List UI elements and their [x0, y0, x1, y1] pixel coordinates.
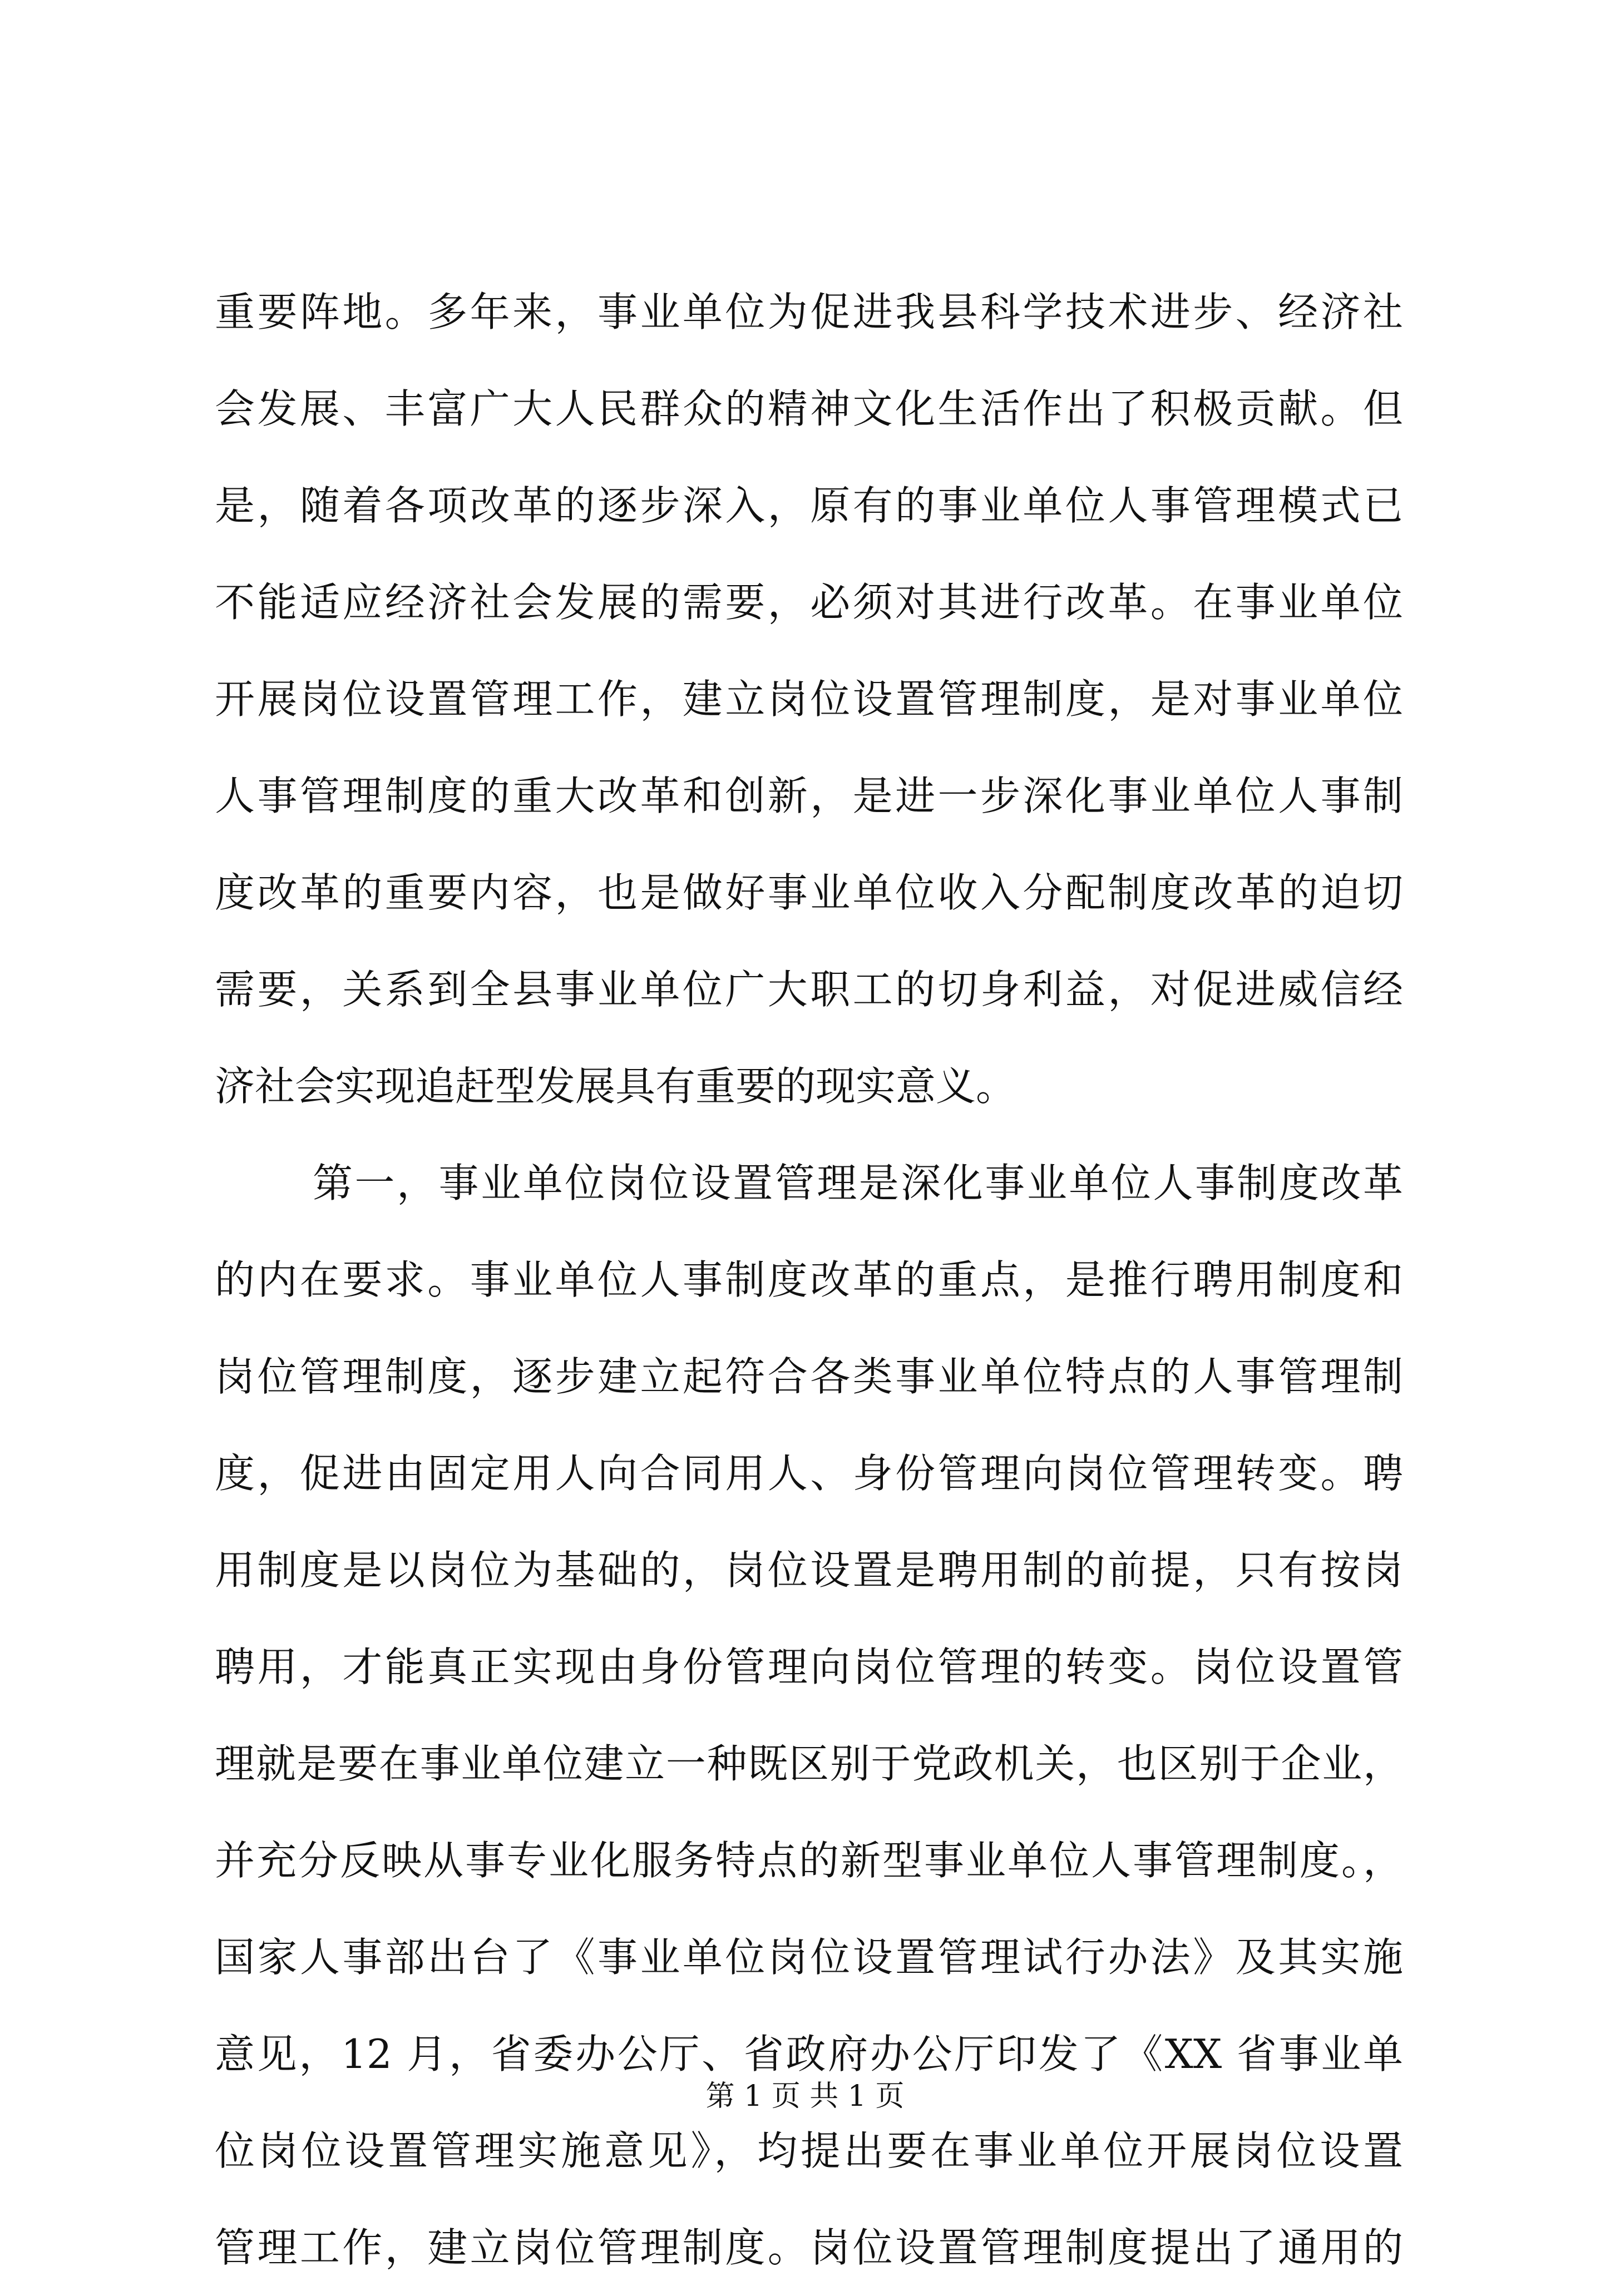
paragraph-line: 位岗位设置管理实施意见》，均提出要在事业单位开展岗位设置: [215, 2127, 1403, 2174]
paragraph-line: 的内在要求。事业单位人事制度改革的重点，是推行聘用制度和: [215, 1256, 1403, 1303]
paragraph-line: 不能适应经济社会发展的需要，必须对其进行改革。在事业单位: [215, 579, 1403, 626]
paragraph-line: 第一，事业单位岗位设置管理是深化事业单位人事制度改革: [313, 1160, 1403, 1206]
paragraph-line: 是，随着各项改革的逐步深入，原有的事业单位人事管理模式已: [215, 482, 1403, 529]
document-body: [215, 264, 1403, 2296]
paragraph-line: 人事管理制度的重大改革和创新，是进一步深化事业单位人事制: [215, 773, 1403, 819]
paragraph-line: 开展岗位设置管理工作，建立岗位设置管理制度，是对事业单位: [215, 676, 1403, 723]
paragraph-line: 管理工作，建立岗位管理制度。岗位设置管理制度提出了通用的: [215, 2224, 1403, 2271]
paragraph-1: [215, 264, 1403, 1135]
paragraph-line: 用制度是以岗位为基础的，岗位设置是聘用制的前提，只有按岗: [215, 1547, 1403, 1594]
paragraph-line: 会发展、丰富广大人民群众的精神文化生活作出了积极贡献。但: [215, 385, 1403, 432]
paragraph-line: 理就是要在事业单位建立一种既区别于党政机关，也区别于企业，: [215, 1740, 1403, 1787]
paragraph-2: [215, 1135, 1403, 2296]
paragraph-line: 度改革的重要内容，也是做好事业单位收入分配制度改革的迫切: [215, 869, 1403, 916]
paragraph-line: 聘用，才能真正实现由身份管理向岗位管理的转变。岗位设置管: [215, 1644, 1403, 1690]
paragraph-line: 重要阵地。多年来，事业单位为促进我县科学技术进步、经济社: [215, 289, 1403, 335]
page-number: 第 1 页 共 1 页: [705, 2080, 905, 2113]
page-footer: [0, 2077, 1610, 2116]
paragraph-line: 意见，12 月，省委办公厅、省政府办公厅印发了《XX 省事业单: [215, 2031, 1403, 2077]
paragraph-line: 并充分反映从事专业化服务特点的新型事业单位人事管理制度。，: [215, 1837, 1403, 1884]
paragraph-line: 岗位管理制度，逐步建立起符合各类事业单位特点的人事管理制: [215, 1353, 1403, 1400]
paragraph-line: 需要，关系到全县事业单位广大职工的切身利益，对促进威信经: [215, 966, 1403, 1013]
paragraph-line: 济社会实现追赶型发展具有重要的现实意义。: [215, 1063, 1016, 1110]
paragraph-line: 度，促进由固定用人向合同用人、身份管理向岗位管理转变。聘: [215, 1450, 1403, 1497]
paragraph-line: 国家人事部出台了《事业单位岗位设置管理试行办法》及其实施: [215, 1934, 1403, 1981]
